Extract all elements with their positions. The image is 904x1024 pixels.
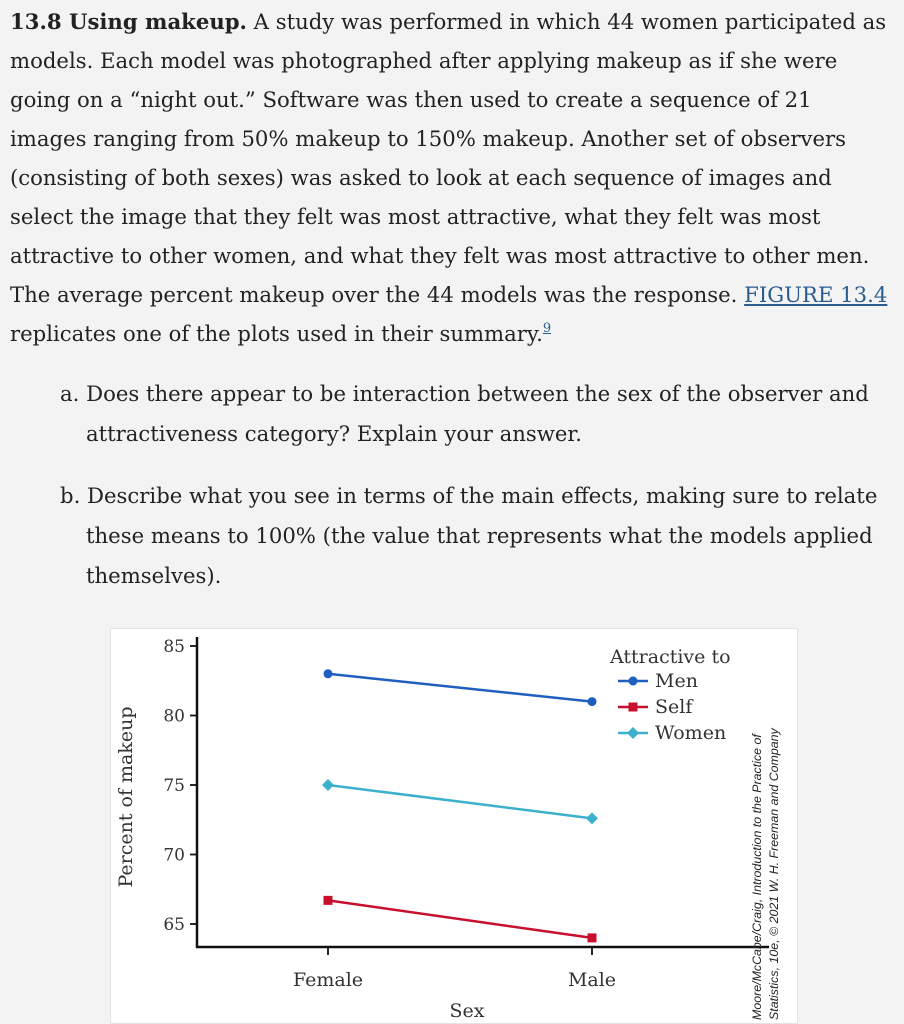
- figure-panel: [110, 628, 798, 1024]
- data-point-men: [588, 697, 597, 706]
- figure-link[interactable]: FIGURE 13.4: [744, 282, 888, 307]
- x-tick-label: Male: [567, 969, 617, 991]
- y-tick-label: 65: [163, 915, 185, 935]
- y-tick-label: 85: [163, 637, 185, 657]
- data-point-self: [324, 896, 333, 905]
- data-point-self: [588, 933, 597, 942]
- problem-heading: 13.8 Using makeup.: [10, 9, 247, 34]
- problem-body-end: replicates one of the plots used in their summary.: [10, 321, 543, 346]
- series-line-self: [328, 900, 592, 938]
- data-point-men: [324, 669, 333, 678]
- y-tick-label: 70: [163, 845, 185, 866]
- y-axis-label: Percent of makeup: [115, 706, 137, 888]
- legend-title: Attractive to: [610, 646, 731, 668]
- figure-credit: [740, 628, 790, 1020]
- problem-body: A study was performed in which 44 women participated as models. Each model was photographed after applying makeup as if she were going on a “night out.” Software was then used to create a sequence of 21 images ranging from 50% makeup to 150% makeup. Another set of observers (consisting of both sexes) was asked to look at each sequence of images and select the image that they felt was most attractive, what they felt was most attractive to other women, and what they felt was most attractive to other men. The average percent makeup over the 44 models was the response.: [10, 9, 887, 307]
- x-axis-label: Sex: [449, 1000, 485, 1022]
- y-tick-label: 75: [163, 776, 185, 796]
- interaction-plot: [111, 629, 797, 1023]
- credit-line-2: Statistics, 10e, © 2021 W. H. Freeman and Company: [767, 728, 781, 1020]
- problem-text: [10, 2, 894, 353]
- question-a: a. Does there appear to be interaction between the sex of the observer and attractiveness category? Explain your answer.: [60, 381, 869, 446]
- series-line-women: [328, 785, 592, 818]
- legend-label-self: Self: [655, 696, 693, 718]
- legend-label-women: Women: [655, 722, 727, 744]
- question-b: b. Describe what you see in terms of the main effects, making sure to relate these means to 100% (the value that represents what the models applied themselves).: [60, 483, 878, 588]
- credit-line-1: Moore/McCabe/Craig, Introduction to the Practice of: [750, 734, 764, 1020]
- data-point-women: [586, 812, 598, 824]
- legend-marker-women: [627, 727, 639, 739]
- legend-marker-self: [629, 703, 638, 712]
- x-tick-label: Female: [292, 969, 364, 991]
- series-line-men: [328, 674, 592, 702]
- legend-marker-men: [629, 677, 638, 686]
- legend-label-men: Men: [655, 670, 698, 692]
- footnote-link[interactable]: 9: [542, 321, 552, 336]
- data-point-women: [322, 779, 334, 791]
- y-tick-label: 80: [163, 706, 185, 727]
